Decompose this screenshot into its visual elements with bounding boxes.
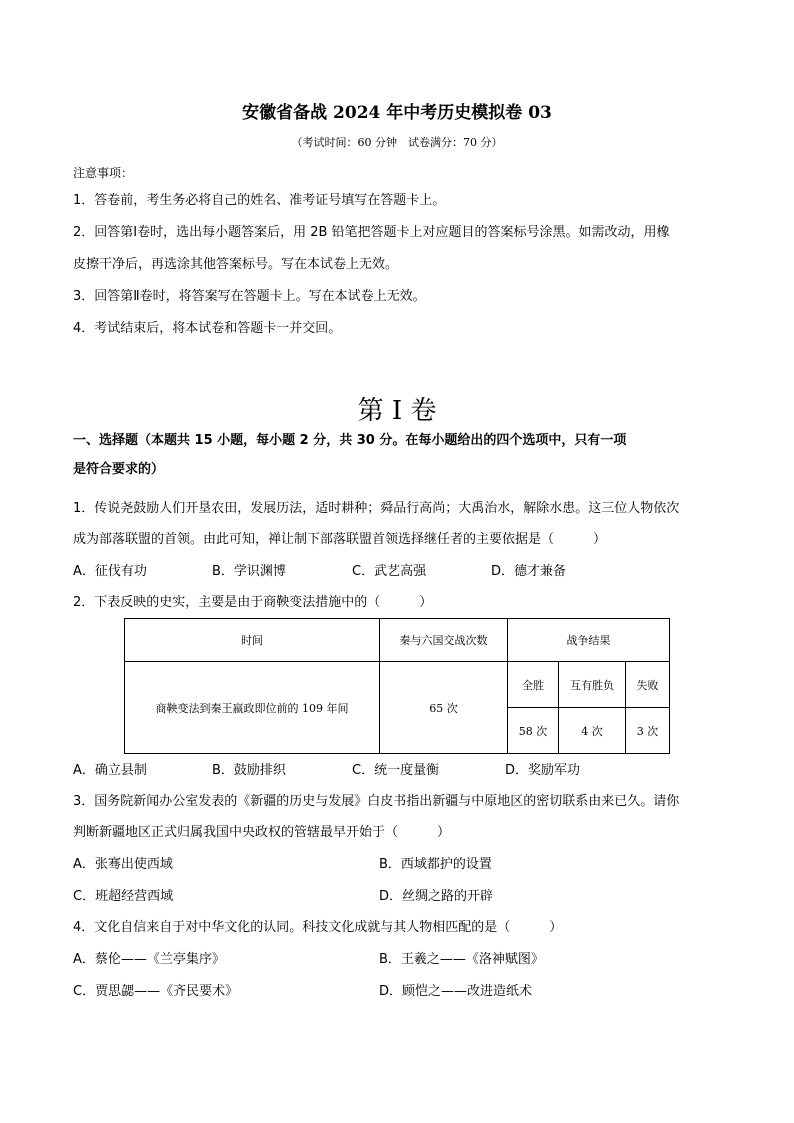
q3-option-d: D．丝绸之路的开辟 (379, 889, 494, 904)
history-table (124, 618, 670, 754)
note-item-3: 3．回答第Ⅱ卷时，将答案写在答题卡上。写在本试卷上无效。 (73, 289, 426, 304)
question-3-text-cont: 判断新疆地区正式归属我国中央政权的管辖最早开始于（ ） (73, 825, 451, 840)
q2-option-a: A．确立县制 (73, 763, 147, 778)
q1-option-c: C．武艺高强 (352, 564, 427, 579)
q3-option-a: A．张骞出使西域 (73, 857, 173, 872)
note-item-1: 1．答卷前，考生务必将自己的姓名、准考证号填写在答题卡上。 (73, 193, 446, 208)
note-item-4: 4．考试结束后，将本试卷和答题卡一并交回。 (73, 321, 342, 336)
cell-mixed: 4 次 (559, 708, 626, 754)
question-1-text: 1．传说尧鼓励人们开垦农田，发展历法，适时耕种；舜品行高尚；大禹治水，解除水患。这三位人物依次 (73, 501, 680, 516)
header-result: 战争结果 (508, 619, 670, 662)
header-count: 秦与六国交战次数 (380, 619, 508, 662)
q1-option-d: D．德才兼备 (491, 564, 567, 579)
note-item-2-cont: 皮擦干净后，再选涂其他答案标号。写在本试卷上无效。 (73, 257, 399, 272)
exam-subtitle: （考试时间：60 分钟 试卷满分：70 分） (291, 136, 503, 149)
section-instruction: 一、选择题（本题共 15 小题，每小题 2 分，共 30 分。在每小题给出的四个选项中，只有一项 (73, 433, 627, 448)
cell-row-count: 65 次 (380, 662, 508, 754)
q4-option-d: D．顾恺之——改进造纸术 (379, 984, 533, 999)
header-win: 全胜 (508, 662, 559, 708)
q2-option-c: C．统一度量衡 (352, 763, 440, 778)
note-item-2: 2．回答第Ⅰ卷时，选出每小题答案后，用 2B 铅笔把答题卡上对应题目的答案标号涂黑。如需改动，用橡 (73, 225, 670, 240)
header-time: 时间 (125, 619, 380, 662)
notes-heading: 注意事项： (73, 166, 134, 180)
question-3-text: 3．国务院新闻办公室发表的《新疆的历史与发展》白皮书指出新疆与中原地区的密切联系由来已久。请你 (73, 794, 680, 809)
q3-option-b: B．西域都护的设置 (379, 857, 492, 872)
q1-option-a: A．征伐有功 (73, 564, 147, 579)
q4-option-c: C．贾思勰——《齐民要术》 (73, 984, 239, 999)
cell-win: 58 次 (508, 708, 559, 754)
header-lose: 失败 (626, 662, 670, 708)
q1-option-b: B．学识渊博 (212, 564, 286, 579)
exam-title: 安徽省备战 2024 年中考历史模拟卷 03 (242, 103, 552, 123)
q4-option-a: A．蔡伦——《兰亭集序》 (73, 952, 225, 967)
q2-option-d: D．奖励军功 (505, 763, 581, 778)
section-instruction-cont: 是符合要求的） (73, 462, 165, 477)
q2-option-b: B．鼓励排织 (212, 763, 286, 778)
q4-option-b: B．王羲之——《洛神赋图》 (379, 952, 544, 967)
question-4-text: 4．文化自信来自于对中华文化的认同。科技文化成就与其人物相匹配的是（ ） (73, 920, 563, 935)
cell-lose: 3 次 (626, 708, 670, 754)
q3-option-c: C．班超经营西域 (73, 889, 174, 904)
question-1-text-cont: 成为部落联盟的首领。由此可知，禅让制下部落联盟首领选择继任者的主要依据是（ ） (73, 532, 607, 547)
cell-row-time: 商鞅变法到秦王嬴政即位前的 109 年间 (125, 662, 380, 754)
header-mixed: 互有胜负 (559, 662, 626, 708)
question-2-text: 2．下表反映的史实，主要是由于商鞅变法措施中的（ ） (73, 595, 433, 610)
section-title: 第 I 卷 (357, 396, 437, 426)
